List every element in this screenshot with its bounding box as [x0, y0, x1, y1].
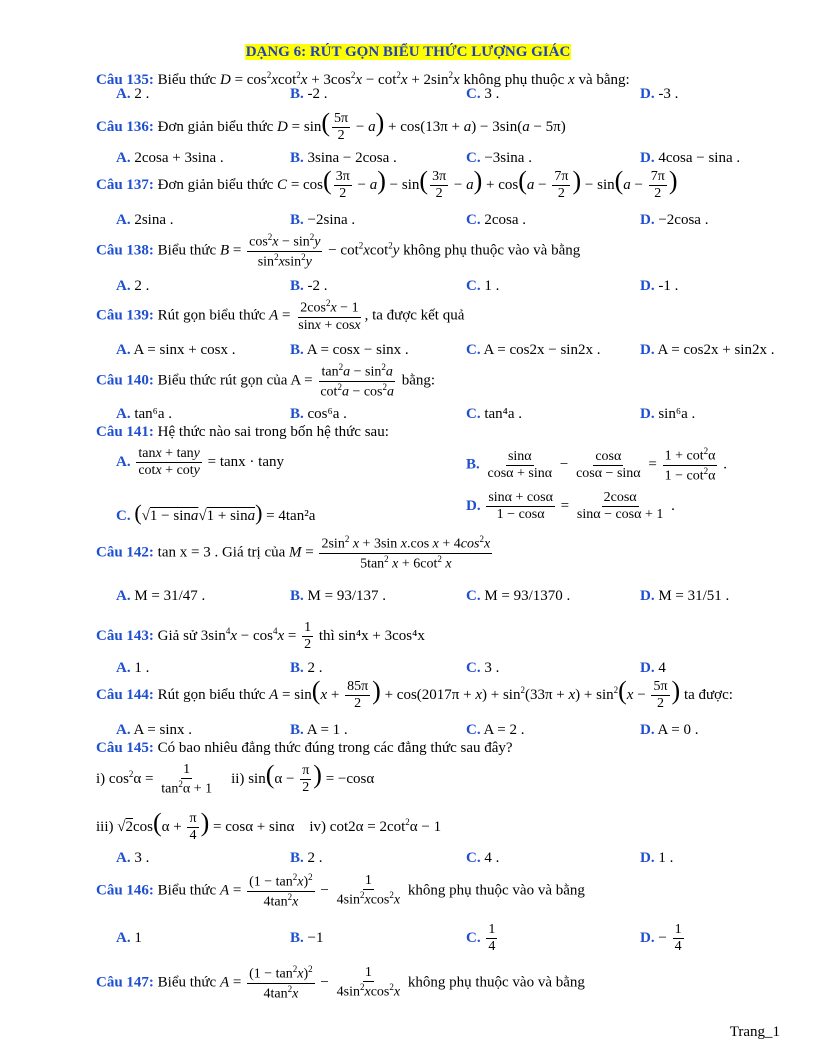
option-135-d: D. -3 .	[640, 86, 679, 102]
question-144: Câu 144: Rút gọn biểu thức A = sin(x + $\frac{85\pi}{2}$ ) + $\cos(2017\pi + x) + \sin^2(33\pi + x) + \sin^2(x$ − $\frac{5\pi}{2}$ ) ta được:	[96, 676, 733, 712]
option-144-c: C. A = 2 .	[466, 722, 525, 738]
page-footer: Trang_1	[729, 1024, 780, 1040]
option-138-c: C. 1 .	[466, 278, 500, 294]
question-139: Câu 139: Rút gọn biểu thức A = $\frac{2\cos^2x - 1}{\sin x + \cos x}$ , ta được kết quả	[96, 298, 465, 333]
option-142-a: A. M = 31/47 .	[116, 588, 206, 604]
option-135-a: A. 2 .	[116, 86, 150, 102]
question-147: Câu 147: Biểu thức A = $\frac{(1 - \tan^2x)^2}{4\tan^2x}$ − $\frac{1}{4\sin^2xcos^2x}$ không phụ thuộc vào và bằng	[96, 964, 585, 1002]
question-137: Câu 137: Đơn giản biểu thức C = cos( $\frac{3\pi}{2}$ − a) − sin( $\frac{3\pi}{2}$ − a) + cos(a − $\frac{7\pi}{2}$ ) − sin(a − $\frac{7\pi}{2}$ )	[96, 166, 678, 202]
option-138-d: D. -1 .	[640, 278, 679, 294]
option-135-c: C. 3 .	[466, 86, 500, 102]
option-143-b: B. 2 .	[290, 660, 323, 676]
question-138: Câu 138: Biểu thức B = $\frac{\cos^2x - \sin^2y}{\sin^2xsin^2y}$ − $\cot^2xcot^2y$ không phụ thuộc vào và bằng	[96, 232, 581, 270]
option-145-d: D. 1 .	[640, 850, 674, 866]
option-139-b: B. A = cosx − sinx .	[290, 342, 409, 358]
option-141-d: D. $\frac{\sin\alpha + \cos\alpha}{1 - \cos\alpha}$ = $\frac{2\cos\alpha}{\sin\alpha - \cos\alpha + 1}$ .	[466, 490, 675, 523]
option-137-c: C. 2cosa .	[466, 212, 526, 228]
question-141: Câu 141: Hệ thức nào sai trong bốn hệ thức sau:	[96, 424, 389, 440]
option-144-d: D. A = 0 .	[640, 722, 699, 738]
question-136: Câu 136: Đơn giản biểu thức D = sin( $\frac{5\pi}{2}$ − a) + cos(13π + a) − 3sin(a − 5π)	[96, 108, 566, 144]
question-142: Câu 142: tan x = 3 . Giá trị của M = $\frac{2\sin^2 x + 3\sin x.\cos x + 4\cos^2x}{5\tan^2 x + 6\cot^2 x}$	[96, 534, 491, 572]
option-139-c: C. A = cos2x − sin2x .	[466, 342, 601, 358]
option-136-b: B. 3sina − 2cosa .	[290, 150, 397, 166]
option-142-d: D. M = 31/51 .	[640, 588, 730, 604]
option-145-c: C. 4 .	[466, 850, 500, 866]
option-137-b: B. −2sina .	[290, 212, 356, 228]
option-140-a: A. tan⁶a .	[116, 406, 173, 422]
section-title: DẠNG 6: RÚT GỌN BIỂU THỨC LƯỢNG GIÁC	[245, 44, 571, 60]
option-143-c: C. 3 .	[466, 660, 500, 676]
option-136-d: D. 4cosa − sina .	[640, 150, 741, 166]
option-144-b: B. A = 1 .	[290, 722, 348, 738]
question-146: Câu 146: Biểu thức A = $\frac{(1 - \tan^2x)^2}{4\tan^2x}$ − $\frac{1}{4\sin^2xcos^2x}$ không phụ thuộc vào và bằng	[96, 872, 585, 910]
option-143-d: D. 4	[640, 660, 666, 676]
option-140-d: D. sin⁶a .	[640, 406, 696, 422]
option-139-a: A. A = sinx + cosx .	[116, 342, 236, 358]
option-140-c: C. tan⁴a .	[466, 406, 523, 422]
option-142-b: B. M = 93/137 .	[290, 588, 386, 604]
q145-statement-iii: iii) √2cos(α + $\frac{\pi}{4}$ ) = cosα + sinα iv) $\cot 2\alpha = 2\cot^2\alpha - 1$	[96, 808, 442, 844]
question-135: Câu 135: Biểu thức $D = \cos^2xcot^2x + 3\cos^2x - \cot^2x + 2\sin^2x$ không phụ thuộc x và bằng:	[96, 70, 630, 88]
question-143: Câu 143: Giả sử $3\sin^4x - \cos^4x$ = $\frac{1}{2}$ thì sin⁴x + 3cos⁴x	[96, 620, 425, 653]
option-143-a: A. 1 .	[116, 660, 150, 676]
option-137-a: A. 2sina .	[116, 212, 174, 228]
option-138-a: A. 2 .	[116, 278, 150, 294]
option-136-a: A. 2cosa + 3sina .	[116, 150, 224, 166]
option-146-a: A. 1	[116, 930, 142, 946]
option-144-a: A. A = sinx .	[116, 722, 193, 738]
option-140-b: B. cos⁶a .	[290, 406, 347, 422]
option-139-d: D. A = cos2x + sin2x .	[640, 342, 775, 358]
option-136-c: C. −3sina .	[466, 150, 532, 166]
option-141-b: B. $\frac{\sin\alpha}{\cos\alpha + \sin\alpha}$ − $\frac{\cos\alpha}{\cos\alpha - \sin\alpha}$ = $\frac{1 + \cot^2\alpha}{1 - \cot^2\alpha}$ .	[466, 446, 727, 484]
option-141-c: C. (√1 − sina√1 + sina) = 4tan²a	[116, 500, 316, 525]
option-145-a: A. 3 .	[116, 850, 150, 866]
option-142-c: C. M = 93/1370 .	[466, 588, 571, 604]
option-146-d: D. − $\frac{1}{4}$	[640, 922, 682, 955]
question-140: Câu 140: Biểu thức rút gọn của A = $\frac{\tan^2a - \sin^2a}{\cot^2a - \cos^2a}$ bằng:	[96, 362, 436, 400]
option-138-b: B. -2 .	[290, 278, 328, 294]
option-145-b: B. 2 .	[290, 850, 323, 866]
q145-statement-i: i) $\cos^2\alpha$ = $\frac{1}{\tan^2\alpha + 1}$ ii) sin(α − $\frac{\pi}{2}$ ) = −cosα	[96, 760, 375, 797]
question-145: Câu 145: Có bao nhiêu đẳng thức đúng trong các đẳng thức sau đây?	[96, 740, 513, 756]
option-146-c: C. $\frac{1}{4}$	[466, 922, 496, 955]
option-141-a: A. $\frac{\tan x + \tan y}{\cot x + \cot y}$ = tanx · tany	[116, 446, 284, 479]
option-146-b: B. −1	[290, 930, 324, 946]
option-135-b: B. -2 .	[290, 86, 328, 102]
option-137-d: D. −2cosa .	[640, 212, 709, 228]
